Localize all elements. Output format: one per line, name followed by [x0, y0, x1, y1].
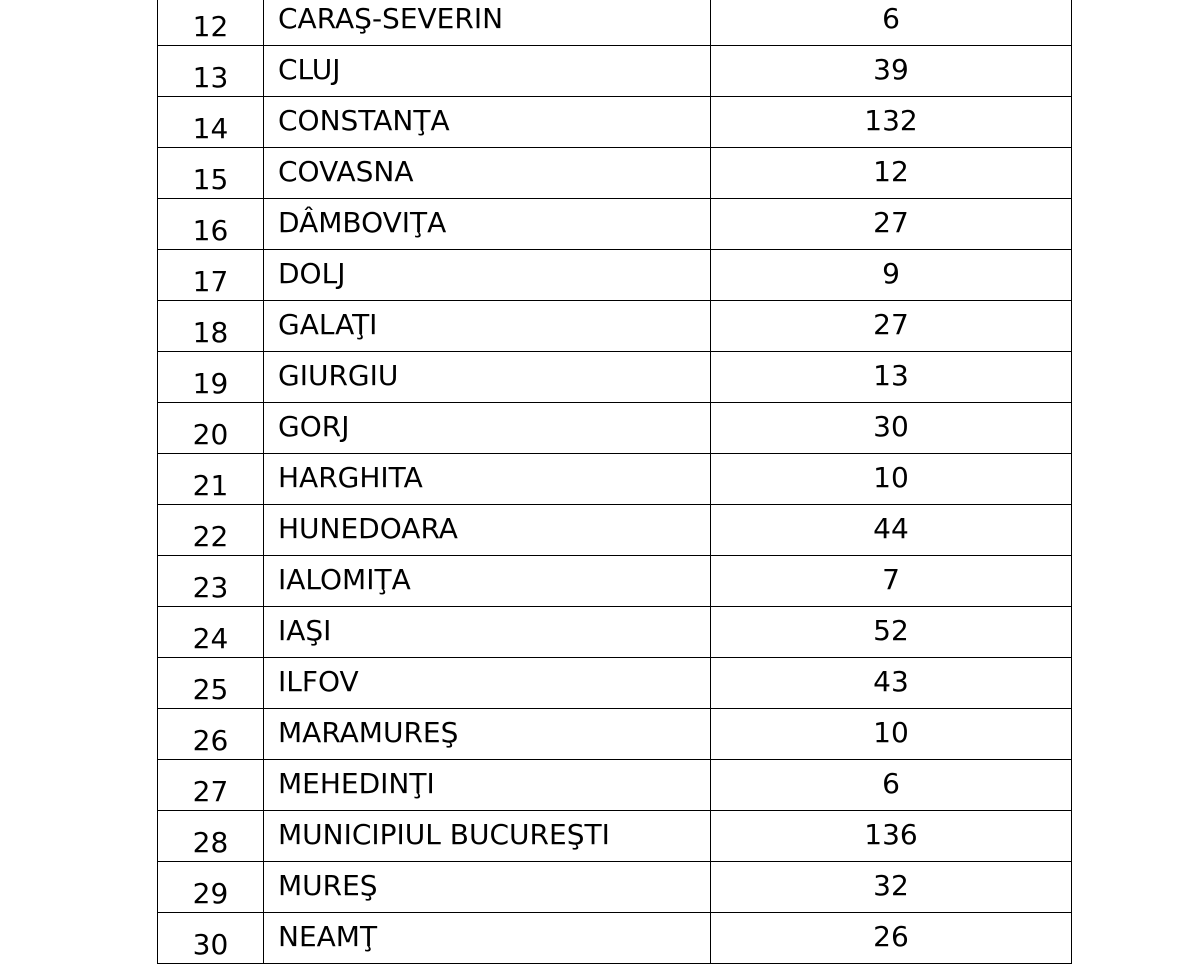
count-value-cell: 26: [711, 913, 1072, 964]
county-name-cell: MEHEDINŢI: [264, 760, 711, 811]
county-name-cell: DOLJ: [264, 250, 711, 301]
county-name-cell: MUREŞ: [264, 862, 711, 913]
county-name-cell: HARGHITA: [264, 454, 711, 505]
table-row: [158, 352, 1072, 403]
table-row: [158, 760, 1072, 811]
table-row: [158, 607, 1072, 658]
count-value-cell: 39: [711, 46, 1072, 97]
row-number-cell: 26: [158, 709, 264, 760]
row-number-cell: 24: [158, 607, 264, 658]
row-number-cell: 18: [158, 301, 264, 352]
table-row: [158, 454, 1072, 505]
table-row: [158, 556, 1072, 607]
row-number-cell: 30: [158, 913, 264, 964]
row-number-cell: 28: [158, 811, 264, 862]
table-row: [158, 505, 1072, 556]
row-number-cell: 15: [158, 148, 264, 199]
count-value-cell: 13: [711, 352, 1072, 403]
row-number-cell: 21: [158, 454, 264, 505]
row-number-cell: 27: [158, 760, 264, 811]
table-row: [158, 199, 1072, 250]
table-row: [158, 913, 1072, 964]
row-number-cell: 25: [158, 658, 264, 709]
count-value-cell: 27: [711, 199, 1072, 250]
table-row: [158, 862, 1072, 913]
count-value-cell: 27: [711, 301, 1072, 352]
table-row: [158, 658, 1072, 709]
table-row: [158, 250, 1072, 301]
count-value-cell: 6: [711, 760, 1072, 811]
data-table: [157, 0, 1072, 964]
row-number-cell: 29: [158, 862, 264, 913]
count-value-cell: 7: [711, 556, 1072, 607]
table-row: [158, 148, 1072, 199]
table-body: [158, 0, 1072, 964]
count-value-cell: 10: [711, 709, 1072, 760]
table-row: [158, 46, 1072, 97]
count-value-cell: 44: [711, 505, 1072, 556]
count-value-cell: 6: [711, 0, 1072, 46]
county-name-cell: MARAMUREŞ: [264, 709, 711, 760]
count-value-cell: 132: [711, 97, 1072, 148]
county-name-cell: HUNEDOARA: [264, 505, 711, 556]
county-name-cell: MUNICIPIUL BUCUREŞTI: [264, 811, 711, 862]
county-name-cell: CARAŞ-SEVERIN: [264, 0, 711, 46]
count-value-cell: 12: [711, 148, 1072, 199]
row-number-cell: 13: [158, 46, 264, 97]
count-value-cell: 43: [711, 658, 1072, 709]
county-name-cell: IAŞI: [264, 607, 711, 658]
row-number-cell: 16: [158, 199, 264, 250]
count-value-cell: 10: [711, 454, 1072, 505]
county-name-cell: CLUJ: [264, 46, 711, 97]
table-row: [158, 709, 1072, 760]
county-name-cell: CONSTANŢA: [264, 97, 711, 148]
county-name-cell: IALOMIŢA: [264, 556, 711, 607]
row-number-cell: 22: [158, 505, 264, 556]
count-value-cell: 32: [711, 862, 1072, 913]
county-name-cell: NEAMŢ: [264, 913, 711, 964]
county-name-cell: GIURGIU: [264, 352, 711, 403]
count-value-cell: 52: [711, 607, 1072, 658]
table-row: [158, 403, 1072, 454]
count-value-cell: 136: [711, 811, 1072, 862]
row-number-cell: 19: [158, 352, 264, 403]
count-value-cell: 30: [711, 403, 1072, 454]
table-row: [158, 811, 1072, 862]
county-name-cell: COVASNA: [264, 148, 711, 199]
table-row: [158, 0, 1072, 46]
row-number-cell: 12: [158, 0, 264, 46]
table-row: [158, 301, 1072, 352]
county-name-cell: GALAŢI: [264, 301, 711, 352]
table-row: [158, 97, 1072, 148]
row-number-cell: 20: [158, 403, 264, 454]
row-number-cell: 14: [158, 97, 264, 148]
row-number-cell: 23: [158, 556, 264, 607]
county-name-cell: DÂMBOVIŢA: [264, 199, 711, 250]
row-number-cell: 17: [158, 250, 264, 301]
county-name-cell: ILFOV: [264, 658, 711, 709]
count-value-cell: 9: [711, 250, 1072, 301]
county-name-cell: GORJ: [264, 403, 711, 454]
